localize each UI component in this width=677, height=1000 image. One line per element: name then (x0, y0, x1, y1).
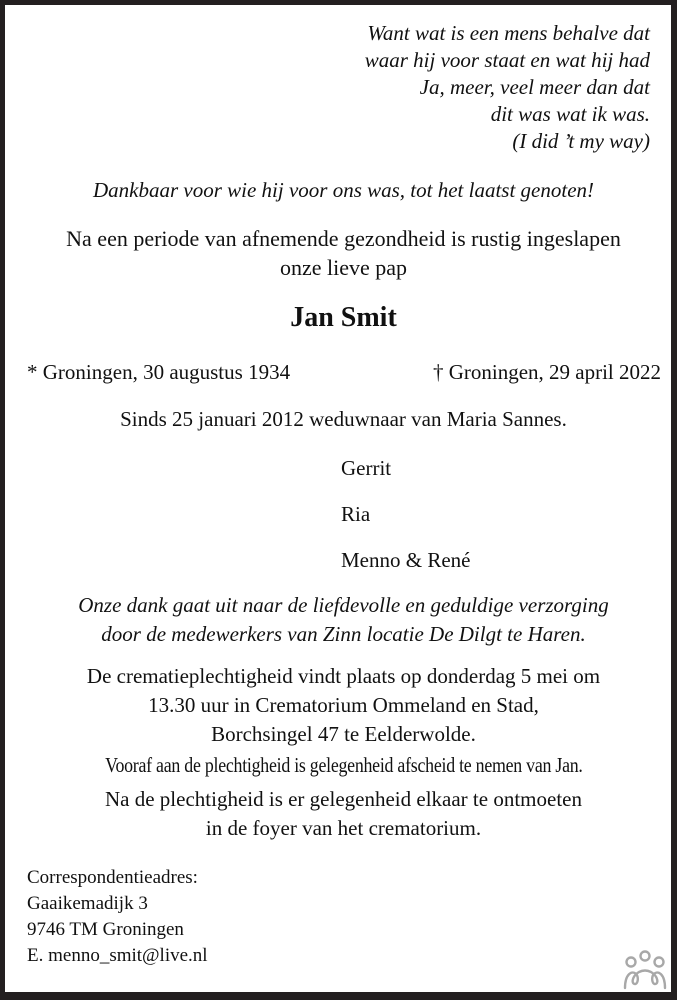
thanks-line: door de medewerkers van Zinn locatie De Dilgt te Haren. (101, 622, 586, 646)
ceremony-line: 13.30 uur in Crematorium Ommeland en Stad, (148, 693, 539, 717)
birth-date: * Groningen, 30 augustus 1934 (27, 360, 291, 384)
people-group-icon (622, 950, 668, 990)
quote-line: dit was wat ik was. (490, 102, 650, 126)
gratitude-line: Dankbaar voor wie hij voor ons was, tot het laatst genoten! (92, 178, 595, 202)
child-name: Gerrit (341, 456, 392, 480)
address-city: 9746 TM Groningen (27, 919, 184, 940)
after-line: Na de plechtigheid is er gelegenheid elkaar te ontmoeten (105, 787, 582, 811)
quote-line: (I did ’t my way) (512, 129, 650, 153)
thanks-line: Onze dank gaat uit naar de liefdevolle en geduldige verzorging (78, 593, 609, 617)
intro-line: onze lieve pap (279, 255, 408, 280)
correspondence-address (27, 865, 208, 969)
children-list (341, 456, 470, 594)
quote-line: Ja, meer, veel meer dan dat (419, 75, 650, 99)
address-email: E. menno_smit@live.nl (27, 945, 208, 966)
ceremony-line: Borchsingel 47 te Eelderwolde. (211, 722, 476, 746)
quote-line: waar hij voor staat en wat hij had (364, 48, 650, 72)
child-name: Ria (341, 502, 371, 526)
death-date: † Groningen, 29 april 2022 (432, 360, 661, 384)
after-line: in de foyer van het crematorium. (205, 816, 482, 840)
farewell-line-wrap (5, 753, 677, 778)
ceremony-line: De crematieplechtigheid vindt plaats op donderdag 5 mei om (86, 664, 601, 688)
intro-line: Na een periode van afnemende gezondheid is rustig ingeslapen (66, 226, 621, 251)
deceased-name: Jan Smit (290, 302, 397, 333)
farewell-line: Vooraf aan de plechtigheid is gelegenheid afscheid te nemen van Jan. (104, 753, 583, 777)
quote-line: Want wat is een mens behalve dat (367, 21, 650, 45)
poem-quote (365, 20, 650, 155)
widower-line: Sinds 25 januari 2012 weduwnaar van Maria Sannes. (120, 407, 567, 431)
address-street: Gaaikemadijk 3 (27, 893, 148, 914)
address-label: Correspondentieadres: (27, 867, 198, 888)
child-name: Menno & René (341, 548, 471, 572)
life-dates (27, 360, 661, 385)
